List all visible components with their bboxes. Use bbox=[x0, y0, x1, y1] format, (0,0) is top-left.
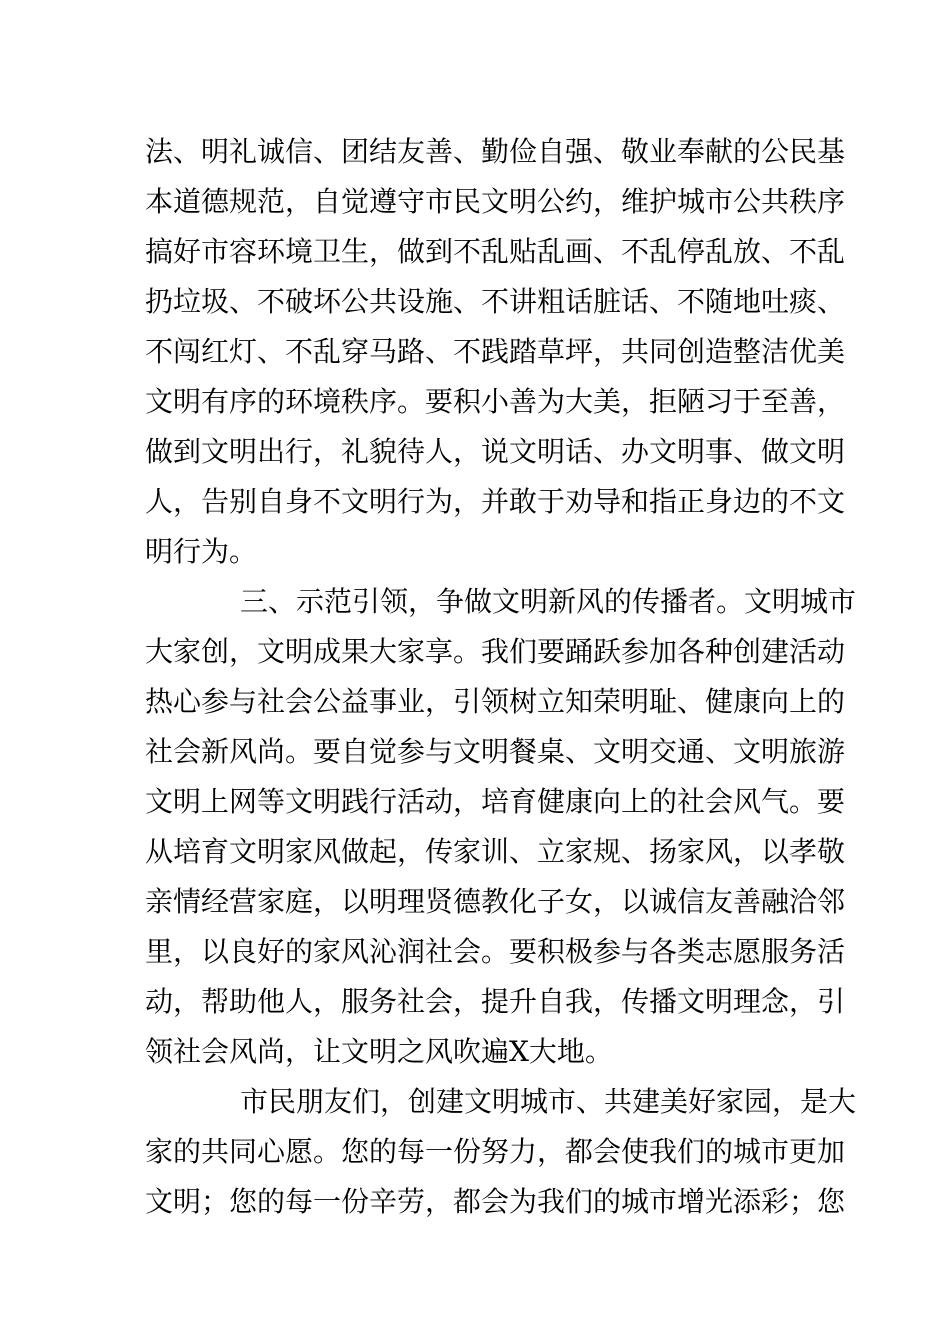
text-line: 市民朋友们，创建文明城市、共建美好家园，是大 bbox=[240, 1085, 857, 1118]
text-line: 社会新风尚。要自觉参与文明餐桌、文明交通、文明旅游 bbox=[145, 735, 846, 768]
text-line: 法、明礼诚信、团结友善、勤俭自强、敬业奉献的公民基 bbox=[145, 135, 846, 168]
paragraph-section-three bbox=[145, 577, 857, 1077]
text-line: 领社会风尚，让文明之风吹遍X大地。 bbox=[145, 1035, 613, 1068]
text-line: 明行为。 bbox=[145, 535, 258, 568]
text-line: 文明有序的环境秩序。要积小善为大美，拒陋习于至善， bbox=[145, 385, 846, 418]
text-line: 里，以良好的家风沁润社会。要积极参与各类志愿服务活 bbox=[145, 935, 846, 968]
text-line: 大家创，文明成果大家享。我们要踊跃参加各种创建活动 bbox=[145, 635, 846, 668]
text-line: 文明；您的每一份辛劳，都会为我们的城市增光添彩；您 bbox=[145, 1185, 846, 1218]
text-line: 不闯红灯、不乱穿马路、不践踏草坪，共同创造整洁优美 bbox=[145, 335, 846, 368]
paragraph-civic-norms bbox=[145, 127, 846, 577]
text-line: 搞好市容环境卫生，做到不乱贴乱画、不乱停乱放、不乱 bbox=[145, 235, 846, 268]
text-line: 本道德规范，自觉遵守市民文明公约，维护城市公共秩序 bbox=[145, 185, 846, 218]
text-line: 做到文明出行，礼貌待人，说文明话、办文明事、做文明 bbox=[145, 435, 846, 468]
document-page bbox=[145, 127, 857, 1227]
text-line: 从培育文明家风做起，传家训、立家规、扬家风，以孝敬 bbox=[145, 835, 846, 868]
text-line: 文明上网等文明践行活动，培育健康向上的社会风气。要 bbox=[145, 785, 846, 818]
text-line: 家的共同心愿。您的每一份努力，都会使我们的城市更加 bbox=[145, 1135, 846, 1168]
text-line: 热心参与社会公益事业，引领树立知荣明耻、健康向上的 bbox=[145, 685, 846, 718]
text-line: 亲情经营家庭，以明理贤德教化子女，以诚信友善融洽邻 bbox=[145, 885, 846, 918]
text-line: 三、示范引领，争做文明新风的传播者。文明城市 bbox=[240, 585, 857, 618]
text-line: 动，帮助他人，服务社会，提升自我，传播文明理念，引 bbox=[145, 985, 846, 1018]
paragraph-closing bbox=[145, 1077, 857, 1227]
text-line: 扔垃圾、不破坏公共设施、不讲粗话脏话、不随地吐痰、 bbox=[145, 285, 846, 318]
text-line: 人，告别自身不文明行为，并敢于劝导和指正身边的不文 bbox=[145, 485, 846, 518]
